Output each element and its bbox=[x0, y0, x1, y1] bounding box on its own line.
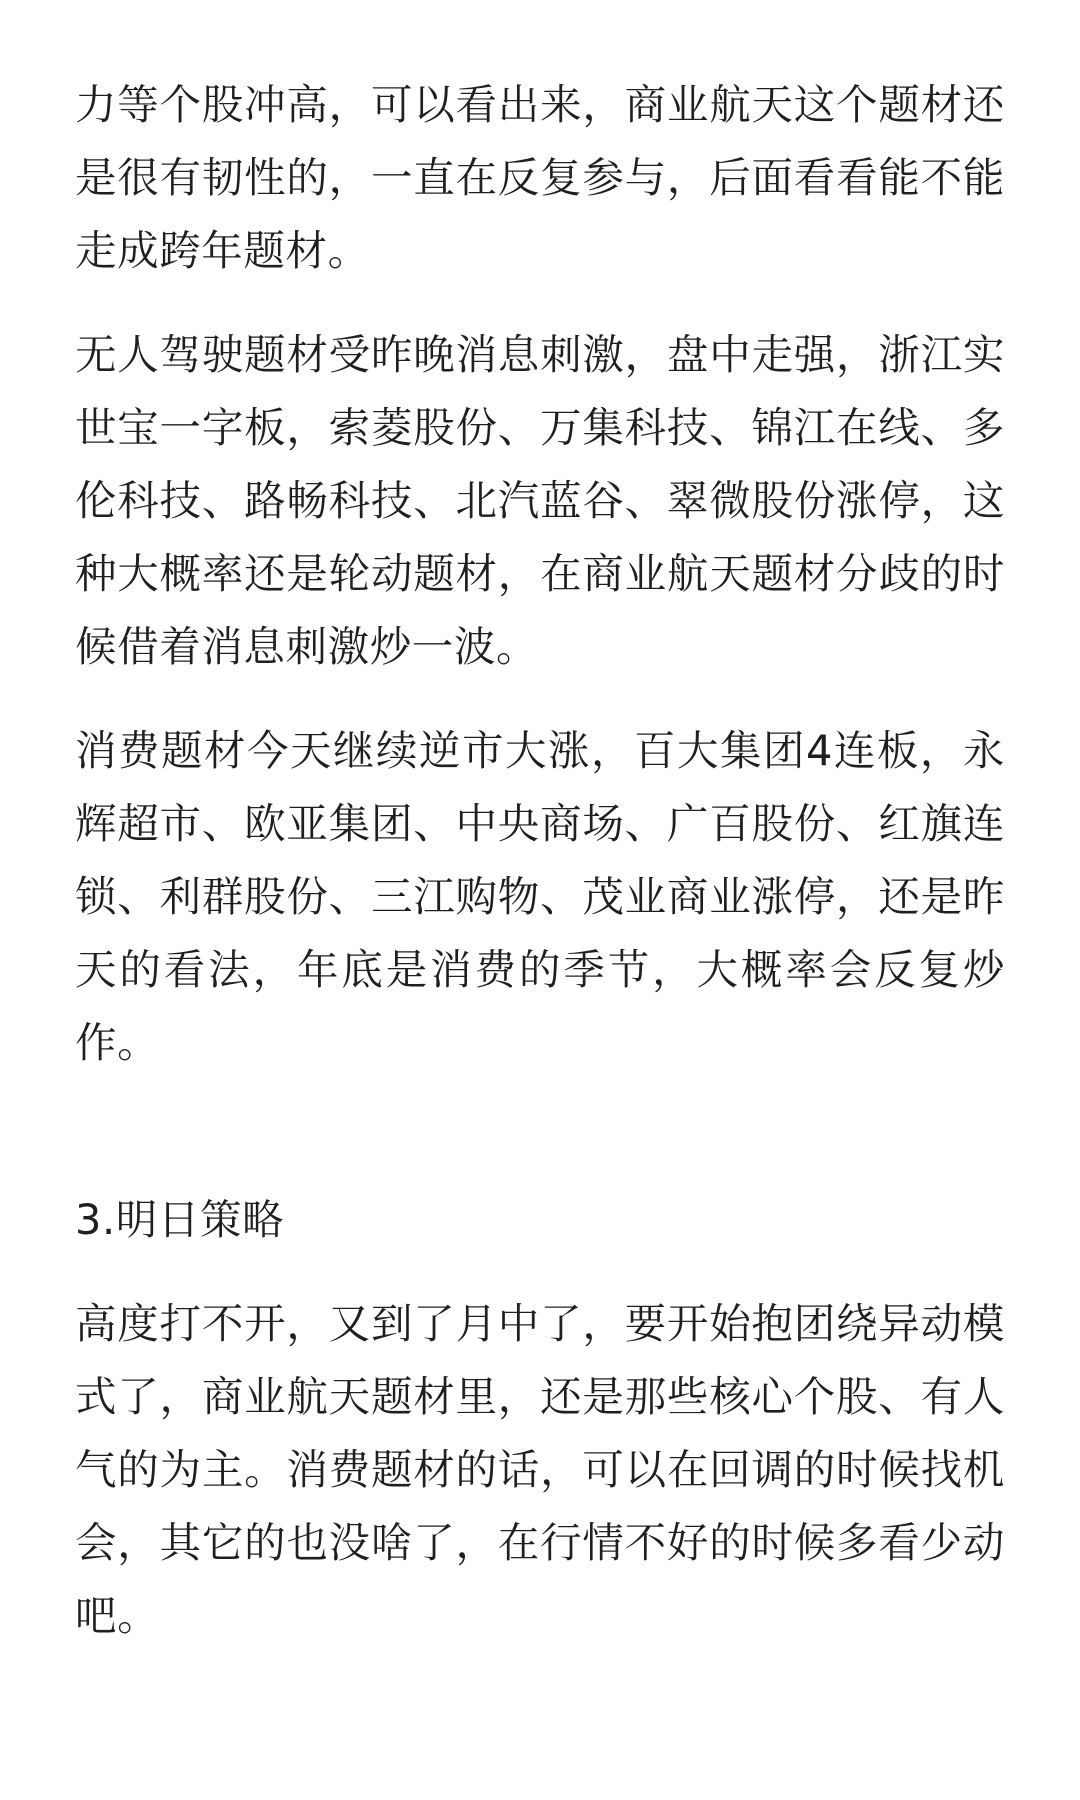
paragraph-commercial-aerospace: 力等个股冲高，可以看出来，商业航天这个题材还是很有韧性的，一直在反复参与，后面看看能不能走成跨年题材。 bbox=[75, 80, 1005, 275]
paragraph-consumer-theme: 消费题材今天继续逆市大涨，百大集团4连板，永辉超市、欧亚集团、中央商场、广百股份、红旗连锁、利群股份、三江购物、茂业商业涨停，还是昨天的看法，年底是消费的季节，大概率会反复炒作。 bbox=[75, 726, 1005, 1067]
article-body bbox=[75, 68, 1005, 1683]
paragraph-tomorrow-strategy: 高度打不开，又到了月中了，要开始抱团绕异动模式了，商业航天题材里，还是那些核心个股、有人气的为主。消费题材的话，可以在回调的时候找机会，其它的也没啥了，在行情不好的时候多看少动吧。 bbox=[75, 1299, 1005, 1640]
paragraph-autonomous-driving: 无人驾驶题材受昨晚消息刺激，盘中走强，浙江实世宝一字板，索菱股份、万集科技、锦江在线、多伦科技、路畅科技、北汽蓝谷、翠微股份涨停，这种大概率还是轮动题材，在商业航天题材分歧的时候借着消息刺激炒一波。 bbox=[75, 330, 1005, 671]
section-heading-strategy: 3.明日策略 bbox=[75, 1195, 285, 1244]
